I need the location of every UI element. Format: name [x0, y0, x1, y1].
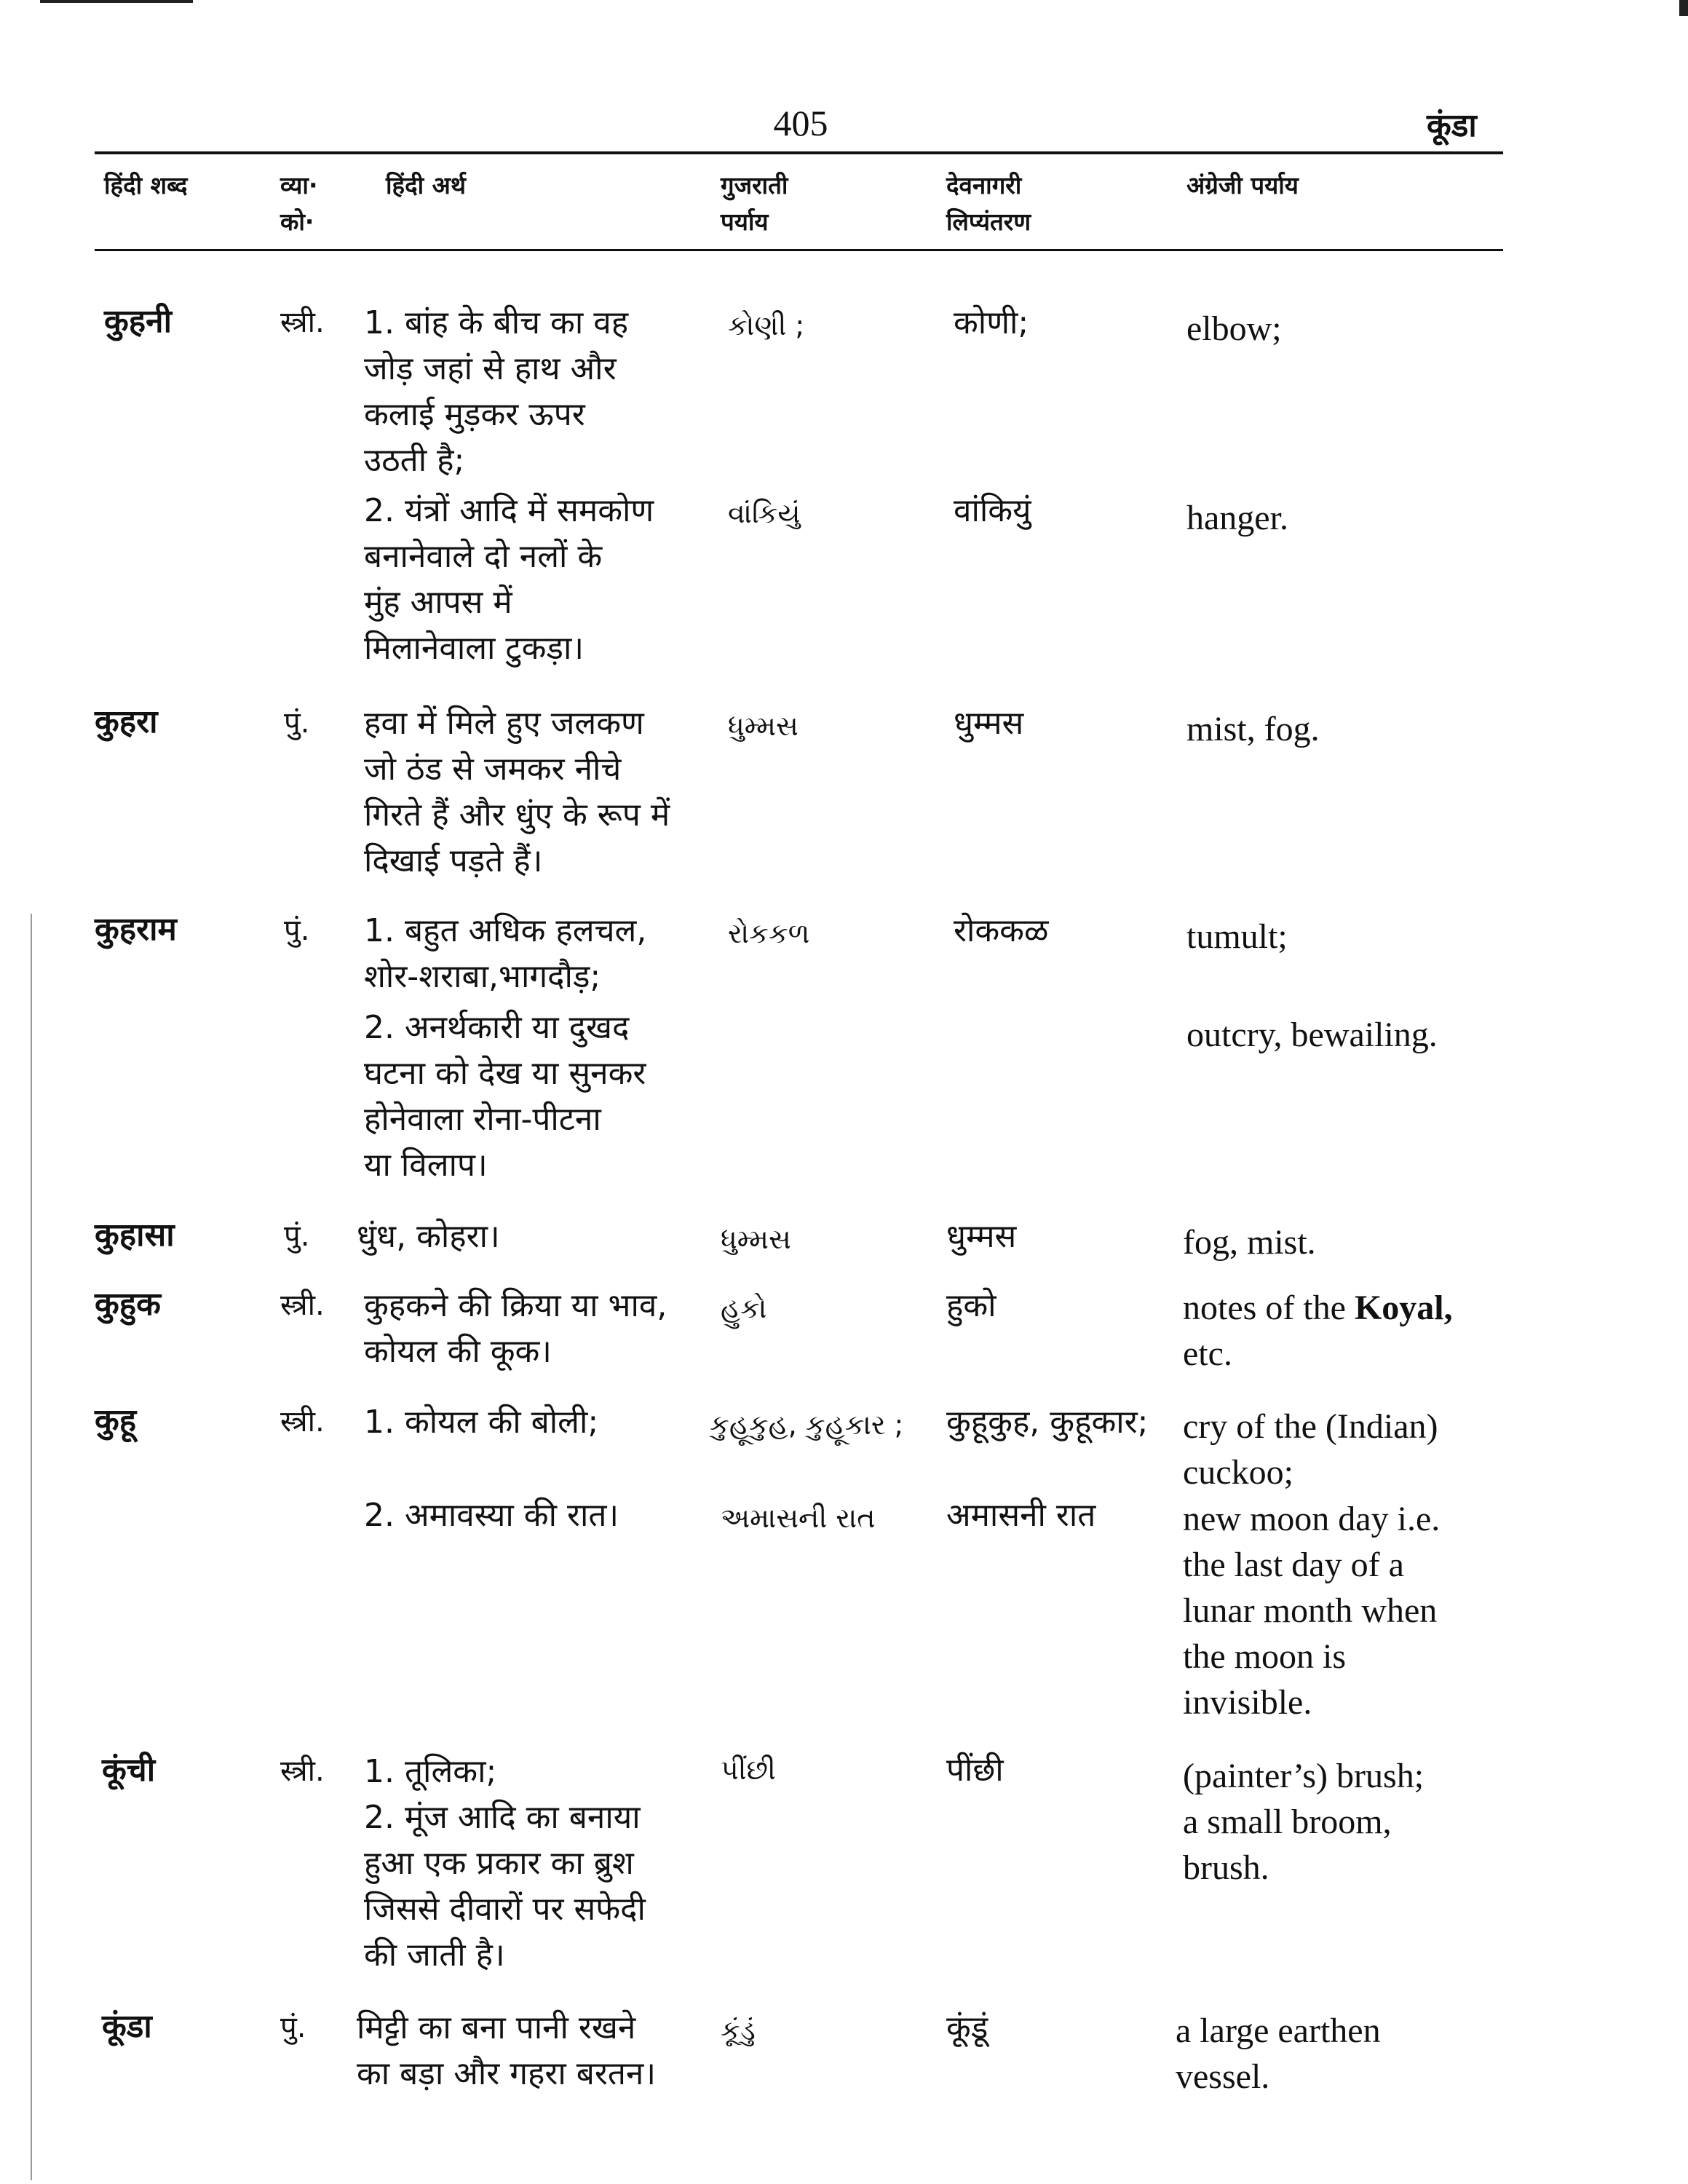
- entry-english: outcry, bewailing.: [1186, 1016, 1438, 1054]
- entry-english: [1183, 1285, 1453, 1377]
- entry-hindi-meaning: 1. बहुत अधिक हलचल, शोर-शराबा,भागदौड़;: [364, 912, 647, 995]
- english-text: etc.: [1183, 1334, 1232, 1373]
- entry-headword: कुहासा: [95, 1216, 175, 1254]
- entry-gujarati: અમાસની રાત: [721, 1502, 876, 1534]
- entry-hindi-meaning: 1. कोयल की बोली;: [364, 1404, 599, 1441]
- entry-headword: कुहू: [95, 1402, 137, 1439]
- entry-grammar: पुं.: [284, 706, 310, 740]
- entry-gujarati: ધુમ્મસ: [728, 710, 799, 742]
- entry-gujarati: વાંકિયું: [728, 497, 801, 529]
- header-rule-top: [95, 151, 1503, 154]
- entry-hindi-meaning: हवा में मिले हुए जलकण जो ठंड से जमकर नीचे गिरते हैं और धुंए के रूप में दिखाई पड़ते हैं।: [364, 705, 670, 879]
- entry-devanagari: हुको: [946, 1287, 996, 1324]
- entry-devanagari: कुहूकुह, कुहूकार;: [946, 1404, 1149, 1441]
- entry-gujarati: હુકો: [721, 1292, 767, 1324]
- entry-devanagari: धुम्मस: [946, 1218, 1017, 1255]
- margin-line: [31, 914, 32, 2180]
- entry-devanagari: कोणी;: [954, 304, 1029, 341]
- entry-english: cry of the (Indian) cuckoo;: [1183, 1407, 1438, 1492]
- column-header-hindi-word: हिंदी शब्द: [104, 171, 188, 199]
- entry-headword: कुहनी: [104, 303, 172, 340]
- column-header-hindi-meaning: हिंदी अर्थ: [386, 171, 466, 199]
- entry-hindi-meaning: 2. यंत्रों आदि में समकोण बनानेवाले दो नलों के मुंह आपस में मिलानेवाला टुकड़ा।: [364, 492, 654, 667]
- entry-english: hanger.: [1186, 499, 1288, 537]
- entry-gujarati: પીંછી: [721, 1754, 776, 1786]
- entry-hindi-meaning: कुहकने की क्रिया या भाव, कोयल की कूक।: [364, 1287, 667, 1370]
- header-rule-bottom: [95, 249, 1503, 251]
- entry-grammar: स्त्री.: [280, 1405, 325, 1439]
- column-header-english: अंग्रेजी पर्याय: [1186, 171, 1299, 199]
- entry-hindi-meaning: 2. अनर्थकारी या दुखद घटना को देख या सुनकर होनेवाला रोना-पीटना या विलाप।: [364, 1009, 646, 1184]
- entry-hindi-meaning: 2. अमावस्या की रात।: [364, 1497, 619, 1534]
- entry-grammar: पुं.: [280, 2011, 306, 2044]
- entry-devanagari: धुम्मस: [954, 705, 1024, 742]
- entry-english: new moon day i.e. the last day of a lunar month when the moon is invisible.: [1183, 1500, 1441, 1722]
- entry-hindi-meaning: 1. तूलिका; 2. मूंज आदि का बनाया हुआ एक प्रकार का ब्रुश जिससे दीवारों पर सफेदी की जाती है।: [364, 1753, 646, 1974]
- entry-gujarati: કોણી ;: [728, 309, 805, 341]
- column-header-devanagari: देवनागरी लिप्यंतरण: [946, 171, 1031, 236]
- entry-headword: कूंडा: [102, 2008, 152, 2045]
- scan-mark: [40, 0, 193, 3]
- column-header-gujarati: गुजराती पर्याय: [721, 171, 788, 236]
- entry-gujarati: કૂંડું: [721, 2014, 756, 2046]
- entry-english: fog, mist.: [1183, 1223, 1316, 1262]
- entry-grammar: स्त्री.: [280, 306, 325, 339]
- entry-hindi-meaning: धुंध, कोहरा।: [357, 1218, 500, 1255]
- entry-english: mist, fog.: [1186, 710, 1320, 748]
- entry-devanagari: वांकियुं: [954, 492, 1031, 529]
- english-text: notes of the: [1183, 1289, 1355, 1327]
- entry-gujarati: રોકકળ: [728, 917, 810, 949]
- entry-devanagari: रोककळ: [954, 912, 1049, 949]
- entry-gujarati: ધુમ્મસ: [721, 1223, 791, 1255]
- entry-devanagari: पींछी: [946, 1752, 1004, 1789]
- page-number: 405: [773, 103, 828, 143]
- entry-hindi-meaning: मिट्टी का बना पानी रखने का बड़ा और गहरा बरतन।: [357, 2009, 657, 2092]
- entry-english: elbow;: [1186, 309, 1282, 348]
- entry-english: a large earthen vessel.: [1176, 2011, 1381, 2096]
- entry-grammar: स्त्री.: [280, 1289, 325, 1322]
- column-header-grammar: व्या· को·: [280, 171, 318, 236]
- english-bold-term: Koyal,: [1354, 1289, 1453, 1327]
- entry-grammar: स्त्री.: [280, 1754, 325, 1788]
- entry-english: tumult;: [1186, 917, 1288, 956]
- entry-gujarati: કુહૂકુહ, કુહૂકાર ;: [710, 1409, 904, 1441]
- running-head-word: कूंडा: [1427, 107, 1477, 144]
- entry-hindi-meaning: 1. बांह के बीच का वह जोड़ जहां से हाथ और कलाई मुड़कर ऊपर उठती है;: [364, 304, 629, 479]
- scan-mark: [1679, 0, 1688, 16]
- entry-devanagari: कूंडूं: [946, 2009, 988, 2046]
- entry-headword: कूंची: [102, 1752, 156, 1789]
- entry-headword: कुहराम: [95, 911, 177, 948]
- entry-grammar: पुं.: [284, 914, 310, 947]
- entry-headword: कुहरा: [95, 703, 158, 740]
- entry-devanagari: अमासनी रात: [946, 1497, 1096, 1534]
- entry-grammar: पुं.: [284, 1219, 310, 1253]
- entry-headword: कुहुक: [95, 1286, 161, 1323]
- entry-english: (painter’s) brush; a small broom, brush.: [1183, 1757, 1425, 1887]
